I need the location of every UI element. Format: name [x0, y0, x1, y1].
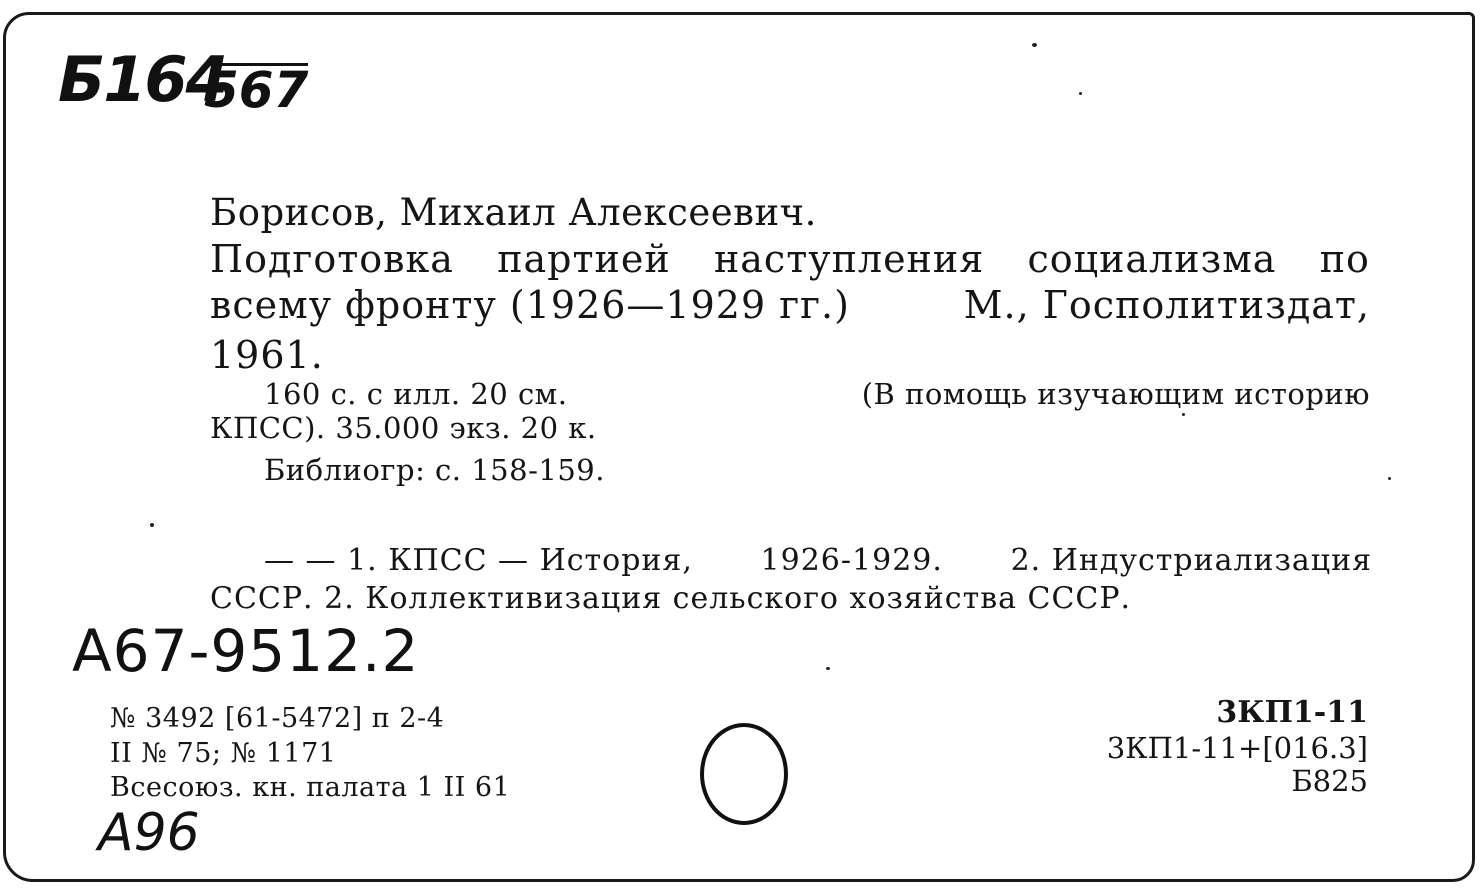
- record-number: № 3492 [61-5472] п 2-4: [110, 703, 445, 734]
- chamber-stamp-line: Всесоюз. кн. палата 1 II 61: [110, 772, 511, 803]
- handwritten-inventory-number: А67-9512.2: [72, 617, 420, 685]
- title-word: по: [1319, 237, 1370, 281]
- title-line-1: [210, 237, 1370, 281]
- title-line-2: [210, 283, 1370, 327]
- subject-headings-line-1: [264, 543, 1372, 578]
- author-heading: Борисов, Михаил Алексеевич.: [210, 191, 817, 234]
- imprint: М., Госполитиздат,: [963, 283, 1370, 327]
- handwritten-call-number: Б164: [58, 43, 227, 116]
- classification-index: 3КП1-11: [1216, 695, 1368, 730]
- print-speck: [1182, 413, 1185, 416]
- series-print-run-price: КПСС). 35.000 экз. 20 к.: [210, 411, 597, 445]
- title-word: наступления: [713, 237, 985, 281]
- subject-heading: 2. Индустриализация: [1010, 543, 1372, 578]
- print-speck: [150, 523, 154, 527]
- publication-year: 1961.: [210, 333, 324, 377]
- catalog-card: [3, 12, 1475, 882]
- title-continuation: всему фронту (1926—1929 гг.): [210, 283, 850, 327]
- classification-index-extended: 3КП1-11+[016.3]: [1106, 731, 1368, 765]
- subject-heading: 1926-1929.: [760, 543, 943, 578]
- handwritten-shelf-mark: А96: [98, 803, 200, 863]
- handwritten-call-number-denominator: 567: [204, 61, 309, 119]
- card-punch-hole: [698, 720, 790, 826]
- series-note: (В помощь изучающим историю: [861, 377, 1370, 411]
- title-word: Подготовка: [210, 237, 454, 281]
- title-word: партией: [497, 237, 671, 281]
- bibliography-note: Библиогр: с. 158-159.: [264, 453, 605, 487]
- collation-pages: 160 с. с илл. 20 см.: [264, 377, 568, 411]
- subject-heading: — — 1. КПСС — История,: [264, 543, 693, 578]
- author-mark: Б825: [1291, 764, 1368, 798]
- title-word: социализма: [1027, 237, 1277, 281]
- print-speck: [1388, 477, 1391, 480]
- print-speck: [1032, 43, 1037, 47]
- record-number-2: II № 75; № 1171: [110, 738, 337, 769]
- print-speck: [1079, 92, 1082, 95]
- print-speck: [826, 667, 830, 670]
- subject-headings-line-2: СССР. 2. Коллективизация сельского хозяйства СССР.: [210, 581, 1132, 616]
